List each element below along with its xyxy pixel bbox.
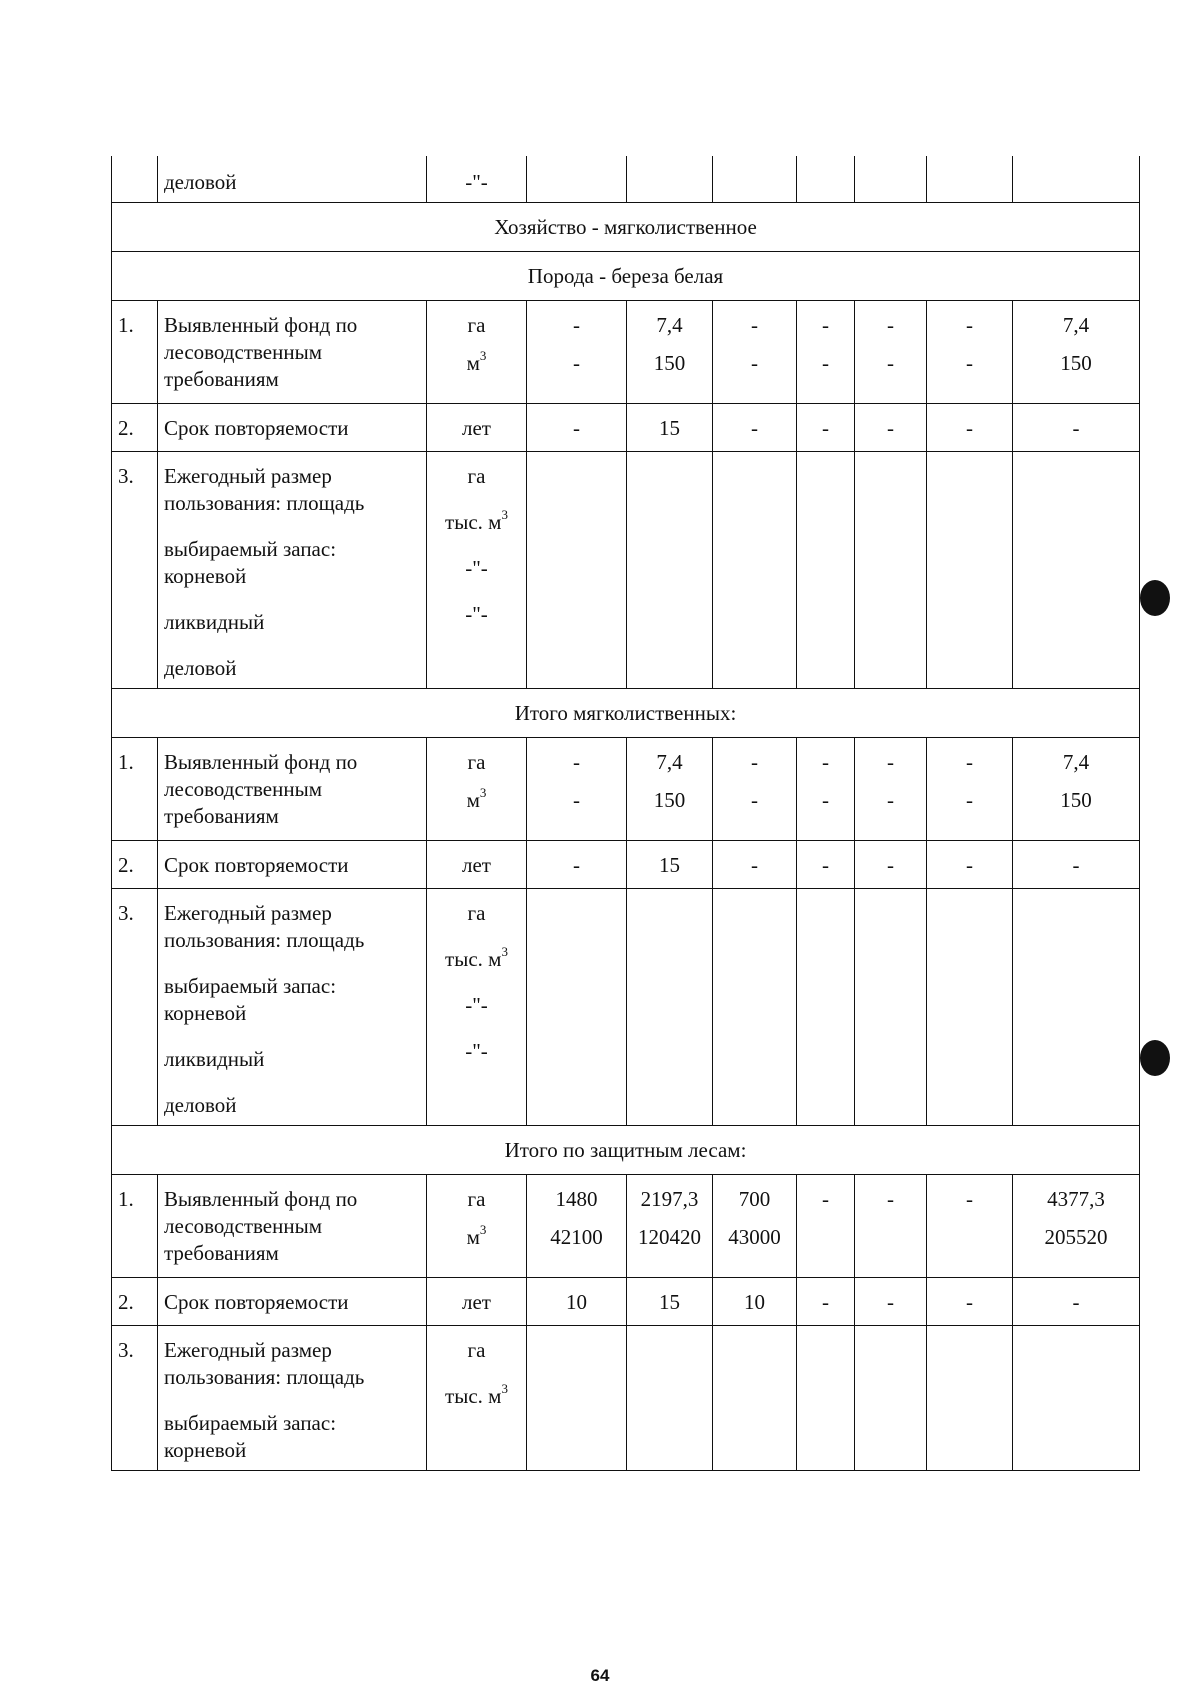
value-cell <box>927 452 1013 689</box>
value: - <box>573 416 580 440</box>
value-top: - <box>966 750 973 774</box>
value-bottom: 150 <box>1060 788 1092 812</box>
row-name-line: деловой <box>164 1093 237 1117</box>
row-number: 3. <box>118 901 134 925</box>
row-unit: -"- <box>465 170 488 194</box>
row-name-line: Ежегодный размер <box>164 464 332 488</box>
row-number: 1. <box>118 750 134 774</box>
value-bottom: - <box>751 788 758 812</box>
name-cell <box>158 156 427 203</box>
page-number: 64 <box>590 1666 610 1685</box>
row-number: 1. <box>118 1187 134 1211</box>
value-cell <box>713 1278 797 1326</box>
unit-text: тыс. м <box>445 1384 502 1408</box>
unit-label <box>427 350 526 377</box>
unit-label <box>427 1383 526 1410</box>
value-cell <box>527 1278 627 1326</box>
row-name-line: Выявленный фонд по <box>164 1187 358 1211</box>
value-top: - <box>751 750 758 774</box>
value: - <box>751 416 758 440</box>
table-row <box>112 841 1140 889</box>
row-number-cell <box>112 452 158 689</box>
value-cell <box>627 738 713 841</box>
unit-label <box>427 787 526 814</box>
value-cell <box>927 738 1013 841</box>
section-heading-row <box>112 689 1140 738</box>
value-cell <box>855 841 927 889</box>
row-name-line: Ежегодный размер <box>164 901 332 925</box>
value-cell <box>855 738 927 841</box>
value: - <box>1072 853 1080 877</box>
value-cell <box>797 841 855 889</box>
row-number-cell <box>112 1278 158 1326</box>
row-name-line: выбираемый запас: <box>164 1411 337 1435</box>
unit-superscript: 3 <box>501 507 508 522</box>
row-name: Срок повторяемости <box>164 853 349 877</box>
value-cell <box>627 1175 713 1278</box>
value-cell <box>527 738 627 841</box>
section-heading-row <box>112 252 1140 301</box>
unit-label: лет <box>462 1290 491 1314</box>
value-bottom: - <box>751 351 758 375</box>
value-cell <box>855 301 927 404</box>
unit-text: м <box>466 788 480 812</box>
unit-label <box>427 1337 526 1364</box>
table-row <box>112 738 1140 841</box>
unit-label <box>427 509 526 536</box>
unit-text: -"- <box>465 1039 488 1063</box>
row-name-line: требованиям <box>164 367 279 391</box>
value-cell <box>527 301 627 404</box>
unit-cell <box>427 156 527 203</box>
value-top: - <box>887 313 894 337</box>
value: - <box>966 1290 973 1314</box>
value-bottom: 150 <box>653 788 686 812</box>
value-cell <box>927 404 1013 452</box>
row-name-line: требованиям <box>164 1241 279 1265</box>
table-row <box>112 1175 1140 1278</box>
value-cell <box>627 404 713 452</box>
value-cell <box>527 404 627 452</box>
value-cell <box>713 889 797 1126</box>
unit-label <box>427 1038 526 1065</box>
row-name-line: корневой <box>164 564 247 588</box>
value-cell <box>713 1326 797 1471</box>
value-top: 2197,3 <box>640 1187 699 1211</box>
value-cell <box>1013 156 1140 203</box>
value-cell <box>527 452 627 689</box>
value-top: - <box>573 313 580 337</box>
value-bottom: 150 <box>653 351 686 375</box>
unit-label: га <box>467 750 486 774</box>
unit-label <box>427 555 526 582</box>
row-number-cell <box>112 1326 158 1471</box>
unit-label <box>427 1224 526 1251</box>
value-cell <box>627 452 713 689</box>
value-top: 4377,3 <box>1047 1187 1105 1211</box>
value-top: - <box>573 750 580 774</box>
value: 15 <box>659 853 680 877</box>
value-top: - <box>966 1187 973 1211</box>
row-name: деловой <box>164 170 237 194</box>
table-row <box>112 1278 1140 1326</box>
row-name: Срок повторяемости <box>164 1290 349 1314</box>
value: - <box>887 1290 894 1314</box>
unit-label: лет <box>462 416 491 440</box>
name-cell <box>158 738 427 841</box>
value-top: 1480 <box>555 1187 598 1211</box>
table-row <box>112 889 1140 1126</box>
unit-text: тыс. м <box>445 947 502 971</box>
unit-label <box>427 946 526 973</box>
value-cell <box>855 1175 927 1278</box>
value-cell <box>527 156 627 203</box>
row-name-line: лесоводственным <box>164 777 322 801</box>
value-cell <box>627 301 713 404</box>
value-top: 7,4 <box>656 313 683 337</box>
value: - <box>887 416 894 440</box>
value-cell <box>927 1278 1013 1326</box>
value-top: - <box>751 313 758 337</box>
table-row <box>112 301 1140 404</box>
unit-cell <box>427 889 527 1126</box>
value-bottom: - <box>573 351 580 375</box>
value-cell <box>797 738 855 841</box>
row-name-line: корневой <box>164 1438 247 1462</box>
table-body <box>112 156 1140 1471</box>
value-bottom: 43000 <box>728 1225 781 1249</box>
value-cell <box>1013 452 1140 689</box>
value-cell <box>797 1278 855 1326</box>
value-cell <box>797 301 855 404</box>
row-name-line: корневой <box>164 1001 247 1025</box>
value: - <box>822 1290 829 1314</box>
value-bottom: - <box>822 788 829 812</box>
row-name-line: ликвидный <box>164 1047 265 1071</box>
name-cell <box>158 404 427 452</box>
unit-cell <box>427 301 527 404</box>
value-bottom: - <box>573 788 580 812</box>
punch-hole-mark <box>1140 580 1170 616</box>
value-cell <box>713 841 797 889</box>
section-heading: Порода - береза белая <box>112 252 1140 301</box>
punch-hole-mark <box>1140 1040 1170 1076</box>
value-bottom: 150 <box>1060 351 1092 375</box>
unit-superscript: 3 <box>501 944 508 959</box>
value-cell <box>797 889 855 1126</box>
value-cell <box>855 889 927 1126</box>
table-row <box>112 156 1140 203</box>
value-cell <box>855 156 927 203</box>
unit-cell <box>427 1326 527 1471</box>
value-top: 7,4 <box>1062 313 1090 337</box>
unit-cell <box>427 452 527 689</box>
row-name-line: Ежегодный размер <box>164 1338 332 1362</box>
row-number: 3. <box>118 1338 134 1362</box>
value: - <box>966 416 973 440</box>
row-name-line: выбираемый запас: <box>164 974 337 998</box>
value-cell <box>627 1278 713 1326</box>
row-name-line: пользования: площадь <box>164 1365 365 1389</box>
unit-cell <box>427 841 527 889</box>
value-cell <box>713 1175 797 1278</box>
unit-superscript: 3 <box>501 1381 508 1396</box>
value: 15 <box>659 416 680 440</box>
value-cell <box>927 1175 1013 1278</box>
value-top: - <box>822 1187 829 1211</box>
value-top: - <box>822 750 829 774</box>
forest-use-table <box>111 156 1140 1471</box>
value-cell <box>927 301 1013 404</box>
unit-cell <box>427 404 527 452</box>
unit-superscript: 3 <box>479 348 487 363</box>
value-bottom: - <box>822 351 829 375</box>
value: - <box>1072 1290 1080 1314</box>
value: 10 <box>566 1290 587 1314</box>
value-cell <box>713 452 797 689</box>
value: - <box>887 853 894 877</box>
unit-text: га <box>467 901 486 925</box>
row-name-line: выбираемый запас: <box>164 537 337 561</box>
row-number: 2. <box>118 416 134 440</box>
name-cell <box>158 1278 427 1326</box>
name-cell <box>158 452 427 689</box>
value-cell <box>927 1326 1013 1471</box>
row-number: 2. <box>118 1290 134 1314</box>
value-top: - <box>966 313 973 337</box>
row-number-cell <box>112 301 158 404</box>
row-name: Срок повторяемости <box>164 416 349 440</box>
value-top: - <box>887 1187 894 1211</box>
value-cell <box>1013 841 1140 889</box>
value-cell <box>527 889 627 1126</box>
value-cell <box>713 301 797 404</box>
table-row <box>112 1326 1140 1471</box>
value: 15 <box>659 1290 680 1314</box>
value-cell <box>713 156 797 203</box>
name-cell <box>158 1326 427 1471</box>
name-cell <box>158 841 427 889</box>
row-number: 2. <box>118 853 134 877</box>
name-cell <box>158 301 427 404</box>
row-name-line: ликвидный <box>164 610 265 634</box>
row-number-cell <box>112 889 158 1126</box>
value-bottom: - <box>966 788 973 812</box>
unit-cell <box>427 1278 527 1326</box>
value-bottom: 120420 <box>638 1225 701 1249</box>
row-name-line: Выявленный фонд по <box>164 750 358 774</box>
unit-label: лет <box>462 853 491 877</box>
unit-label <box>427 992 526 1019</box>
table-row <box>112 404 1140 452</box>
value-cell <box>1013 1278 1140 1326</box>
value-cell <box>713 404 797 452</box>
unit-text: -"- <box>465 556 488 580</box>
value-bottom: - <box>887 351 894 375</box>
value-cell <box>627 156 713 203</box>
value-cell <box>1013 1326 1140 1471</box>
unit-label <box>427 463 526 490</box>
value-cell <box>627 1326 713 1471</box>
value: - <box>966 853 973 877</box>
section-heading: Итого по защитным лесам: <box>112 1126 1140 1175</box>
row-name-line: лесоводственным <box>164 1214 322 1238</box>
value: 10 <box>744 1290 765 1314</box>
section-heading: Итого мягколиственных: <box>112 689 1140 738</box>
value-cell <box>855 404 927 452</box>
section-heading: Хозяйство - мягколиственное <box>112 203 1140 252</box>
value-cell <box>1013 404 1140 452</box>
row-name-line: лесоводственным <box>164 340 322 364</box>
section-heading-row <box>112 203 1140 252</box>
row-name-line: пользования: площадь <box>164 491 365 515</box>
value-cell <box>797 156 855 203</box>
row-number-cell <box>112 841 158 889</box>
value-top: - <box>887 750 894 774</box>
value-cell <box>627 889 713 1126</box>
unit-text: -"- <box>465 602 488 626</box>
unit-cell <box>427 1175 527 1278</box>
value-top: - <box>822 313 829 337</box>
value: - <box>1072 416 1080 440</box>
unit-text: м <box>466 1225 480 1249</box>
table-row <box>112 452 1140 689</box>
value-cell <box>927 156 1013 203</box>
value-cell <box>855 452 927 689</box>
section-heading-row <box>112 1126 1140 1175</box>
unit-label <box>427 601 526 628</box>
row-name-line: требованиям <box>164 804 279 828</box>
unit-cell <box>427 738 527 841</box>
value-cell <box>713 738 797 841</box>
value-cell <box>527 841 627 889</box>
value-cell <box>927 841 1013 889</box>
value-top: 700 <box>738 1187 771 1211</box>
value: - <box>822 416 829 440</box>
value-bottom: 42100 <box>550 1225 603 1249</box>
row-number: 1. <box>118 313 134 337</box>
row-number: 3. <box>118 464 134 488</box>
name-cell <box>158 889 427 1126</box>
name-cell <box>158 1175 427 1278</box>
value-cell <box>855 1326 927 1471</box>
unit-text: м <box>466 351 480 375</box>
value-top: 7,4 <box>1062 750 1090 774</box>
value-cell <box>527 1326 627 1471</box>
value: - <box>573 853 580 877</box>
value-bottom: 205520 <box>1044 1225 1108 1249</box>
row-number-cell <box>112 1175 158 1278</box>
unit-superscript: 3 <box>479 1222 487 1237</box>
value-cell <box>1013 301 1140 404</box>
row-number-cell <box>112 738 158 841</box>
value: - <box>751 853 758 877</box>
unit-text: га <box>467 1338 486 1362</box>
unit-label: га <box>467 313 486 337</box>
row-name-line: Выявленный фонд по <box>164 313 358 337</box>
unit-label <box>427 900 526 927</box>
value-cell <box>627 841 713 889</box>
unit-text: га <box>467 464 486 488</box>
value-cell <box>527 1175 627 1278</box>
unit-text: тыс. м <box>445 510 502 534</box>
unit-text: -"- <box>465 993 488 1017</box>
value-cell <box>1013 889 1140 1126</box>
value-cell <box>1013 738 1140 841</box>
value-cell <box>927 889 1013 1126</box>
value-cell <box>855 1278 927 1326</box>
value-bottom: - <box>887 788 894 812</box>
value: - <box>822 853 829 877</box>
value-cell <box>797 1326 855 1471</box>
row-number-cell <box>112 404 158 452</box>
num-cell <box>112 156 158 203</box>
row-name-line: пользования: площадь <box>164 928 365 952</box>
value-bottom: - <box>966 351 973 375</box>
value-cell <box>1013 1175 1140 1278</box>
unit-label: га <box>467 1187 486 1211</box>
value-cell <box>797 452 855 689</box>
value-cell <box>797 404 855 452</box>
value-cell <box>797 1175 855 1278</box>
unit-superscript: 3 <box>479 785 487 800</box>
row-name-line: деловой <box>164 656 237 680</box>
value-top: 7,4 <box>656 750 683 774</box>
